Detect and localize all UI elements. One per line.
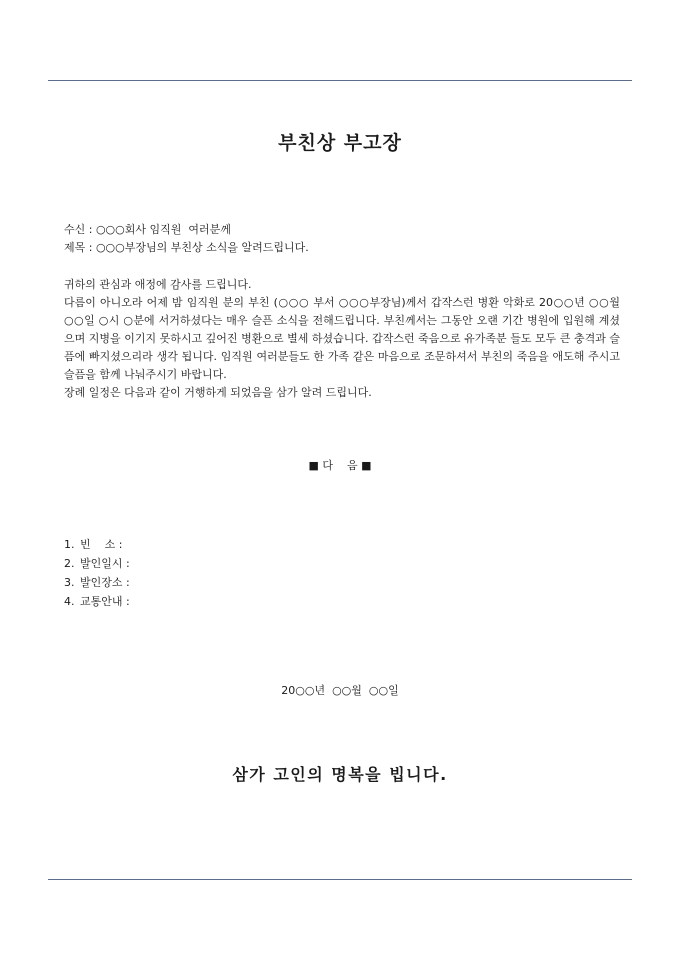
detail-label: 교통안내 : <box>80 595 130 608</box>
funeral-details-list <box>64 535 140 611</box>
subject-line: 제목 : ○○○부장님의 부친상 소식을 알려드립니다. <box>64 241 309 254</box>
detail-number: 4. <box>64 595 75 608</box>
detail-item-transportation <box>64 592 140 611</box>
announcement-paragraph: 다름이 아니오라 어제 밤 임직원 분의 부친 (○○○ 부서 ○○○부장님)께서 갑작스런 병환 악화로 20○○년 ○○월 ○○일 ○시 ○분에 서거하셨다는 매우 슬픈 소식을 전해드립니다. 부친께서는 그동안 오랜 기간 병원에 입원해 계셨으며 지병을 이기지 못하시고 깊어진 병환으로 별세 하셨습니다. 갑작스런 죽음으로 유가족분 들도 모두 큰 충격과 슬픔에 빠지셨으리라 생각 됩니다. 임직원 여러분들도 한 가족 같은 마음으로 조문하셔서 부친의 죽음을 애도해 주시고 슬픔을 함께 나눠주시기 바랍니다. <box>64 296 620 381</box>
document-date: 20○○년 ○○월 ○○일 <box>281 684 399 697</box>
closing-condolence: 삼가 고인의 명복을 빕니다. <box>232 765 448 784</box>
bottom-divider <box>48 879 632 880</box>
detail-item-binso <box>64 535 140 554</box>
schedule-intro-paragraph: 장례 일정은 다음과 같이 거행하게 되었음을 삼가 알려 드립니다. <box>64 386 372 399</box>
top-divider <box>48 80 632 81</box>
body-text <box>64 276 620 402</box>
document-title: 부친상 부고장 <box>278 132 402 154</box>
detail-label: 발인일시 : <box>80 557 130 570</box>
detail-number: 1. <box>64 538 75 551</box>
detail-number: 3. <box>64 576 75 589</box>
recipient-line: 수신 : ○○○회사 임직원 여러분께 <box>64 223 231 236</box>
detail-item-departure-place <box>64 573 140 592</box>
detail-number: 2. <box>64 557 75 570</box>
detail-label: 빈 소 : <box>80 538 123 551</box>
greeting-paragraph: 귀하의 관심과 애정에 감사를 드립니다. <box>64 278 252 291</box>
detail-label: 발인장소 : <box>80 576 130 589</box>
header-block <box>64 221 620 257</box>
notice-heading: ■ 다 음 ■ <box>308 459 372 472</box>
detail-item-departure-time <box>64 554 140 573</box>
